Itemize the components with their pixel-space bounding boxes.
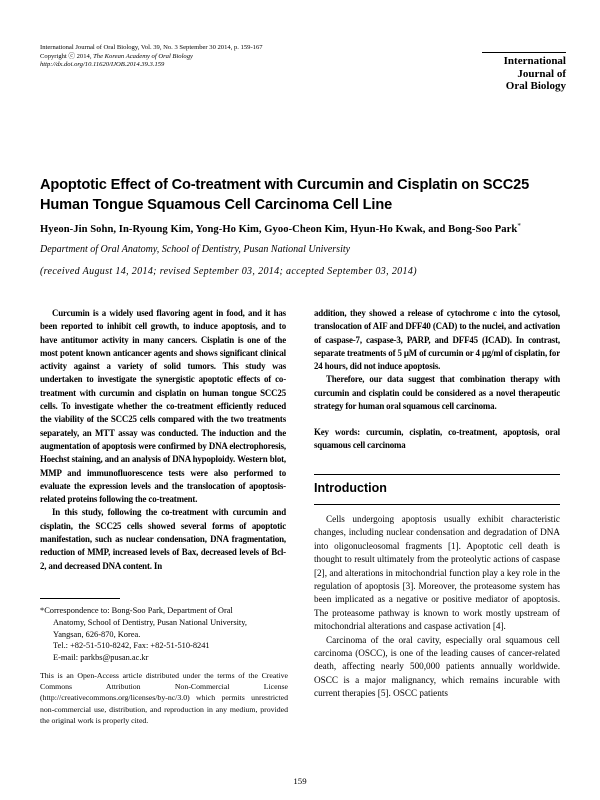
abstract-right-column [314, 307, 560, 413]
copyright-society: The Korean Academy of Oral Biology [93, 52, 193, 60]
abstract-paragraph-continued: addition, they showed a release of cytochrome c into the cytosol, translocation of AIF and DFF40 (CAD) to the nuclei, and activation of caspase-7, caspase-3, PARP, and DFF45 (ICAD). In contrast, separate treatments of 5 μM of curcumin or 4 μg/ml of cisplatin, for 24 hours, did not induce apoptosis. [314, 308, 560, 372]
section-rule [314, 504, 560, 505]
journal-name-line: International [503, 55, 566, 67]
footnote-email[interactable]: E-mail: parkbs@pusan.ac.kr [53, 653, 149, 663]
doi-link[interactable]: http://dx.doi.org/10.11620/IJOB.2014.39.3.159 [40, 61, 165, 68]
correspondence-footnote [40, 605, 290, 664]
journal-name-line: Oral Biology [505, 80, 566, 92]
article-title [40, 176, 580, 215]
author-list [40, 224, 560, 235]
author-names: Hyeon-Jin Sohn, In-Ryoung Kim, Yong-Ho Kim, Gyoo-Cheon Kim, Hyun-Ho Kwak, and Bong-Soo Park [40, 224, 518, 235]
copyright-line [40, 53, 370, 62]
footnote-line: Yangsan, 626-870, Korea. [53, 629, 141, 639]
title-line: Apoptotic Effect of Co-treatment with Curcumin and Cisplatin on SCC25 [40, 177, 530, 193]
abstract-paragraph: Therefore, our data suggest that combination therapy with curcumin and cisplatin could be considered as a novel therapeutic strategy for human oral squamous cell carcinoma. [314, 374, 560, 412]
abstract-paragraph: In this study, following the co-treatment with curcumin and cisplatin, the SCC25 cells showed several forms of apoptotic manifestation, such as nuclear condensation, DNA fragmentation, reduction of MMP, increased levels of Bax, decreased levels of Bcl-2, and decreased DNA content. In [40, 507, 286, 571]
introduction-paragraph: Carcinoma of the oral cavity, especially oral squamous cell carcinoma (OSCC), is one of the leading causes of cancer-related death, affecting nearly 500,000 patients annually worldwide. OSCC is a major malignancy, which remains incurable with current therapies [5]. OSCC patients [314, 634, 560, 699]
footnote-line: *Correspondence to: Bong-Soo Park, Department of Oral [40, 606, 233, 615]
open-access-license: This is an Open-Access article distributed under the terms of the Creative Commons Attribution Non-Commercial License (http://creativecommons.org/licenses/by-nc/3.0) which permits unrestricted non-commercial use, distribution, and reproduction in any medium, provided the original work is properly cited. [40, 671, 288, 725]
abstract-paragraph: Curcumin is a widely used flavoring agent in food, and it has been reported to inhibit cell growth, to induce apoptosis, and to have antitumor activity in many cancers. Cisplatin is one of the most potent known anticancer agents and shows significant clinical activity against a variety of solid tumors. This study was undertaken to investigate the synergistic apoptotic effects of co-treatment with curcumin and cisplatin on human tongue SCC25 cells. To investigate whether the co-treatment efficiently reduced the viability of the SCC25 cells compared with the two treatments separately, an MTT assay was conducted. The induction and the augmentation of apoptosis were confirmed by DNA electrophoresis, Hoechst staining, and an analysis of DNA hypoploidy. Western blot, MMP and immunofluorescence tests were also performed to evaluate the expression levels and the translocation of apoptosis-related proteins following the co-treatment. [40, 308, 286, 505]
footnote-line: Tel.: +82-51-510-8242, Fax: +82-51-510-8241 [53, 641, 210, 651]
corresponding-author-mark: * [517, 222, 521, 230]
copyright-prefix: Copyright ⓒ 2014, [40, 52, 92, 60]
citation-line: International Journal of Oral Biology, Vol. 39, No. 3 September 30 2014, p. 159-167 [40, 44, 263, 51]
introduction-paragraph: Cells undergoing apoptosis usually exhibit characteristic changes, including nuclear condensation and degradation of DNA into oligonucleosomal fragments [1]. Apoptotic cell death is thought to result ultimately from the proteolytic actions of caspase [2], and alterations in mitochondrial function play a key role in the regulation of apoptosis [3]. Moreover, the proteasome system has been implicated as a negative or positive mediator of apoptosis. The proteasome pathway is known to work mostly upstream of mitochondrial alterations and caspase activation [4]. [314, 514, 560, 632]
title-line: Human Tongue Squamous Cell Carcinoma Cell Line [40, 196, 393, 213]
introduction-body [314, 513, 560, 701]
keywords: Key words: curcumin, cisplatin, co-treatment, apoptosis, oral squamous cell carcinoma [314, 427, 560, 451]
journal-name-line: Journal of [517, 67, 566, 80]
abstract-left-column [40, 307, 286, 573]
section-rule [314, 474, 560, 475]
header-citation-block [40, 44, 370, 70]
received-dates: (received August 14, 2014; revised September 03, 2014; accepted September 03, 2014) [40, 266, 417, 277]
journal-name-block [482, 52, 566, 93]
footnote-line: Anatomy, School of Dentistry, Pusan National University, [53, 617, 247, 627]
section-heading-introduction: Introduction [314, 481, 387, 495]
page-number: 159 [293, 776, 307, 786]
author-affiliation: Department of Oral Anatomy, School of Dentistry, Pusan National University [40, 244, 351, 255]
footnote-rule [40, 598, 120, 599]
